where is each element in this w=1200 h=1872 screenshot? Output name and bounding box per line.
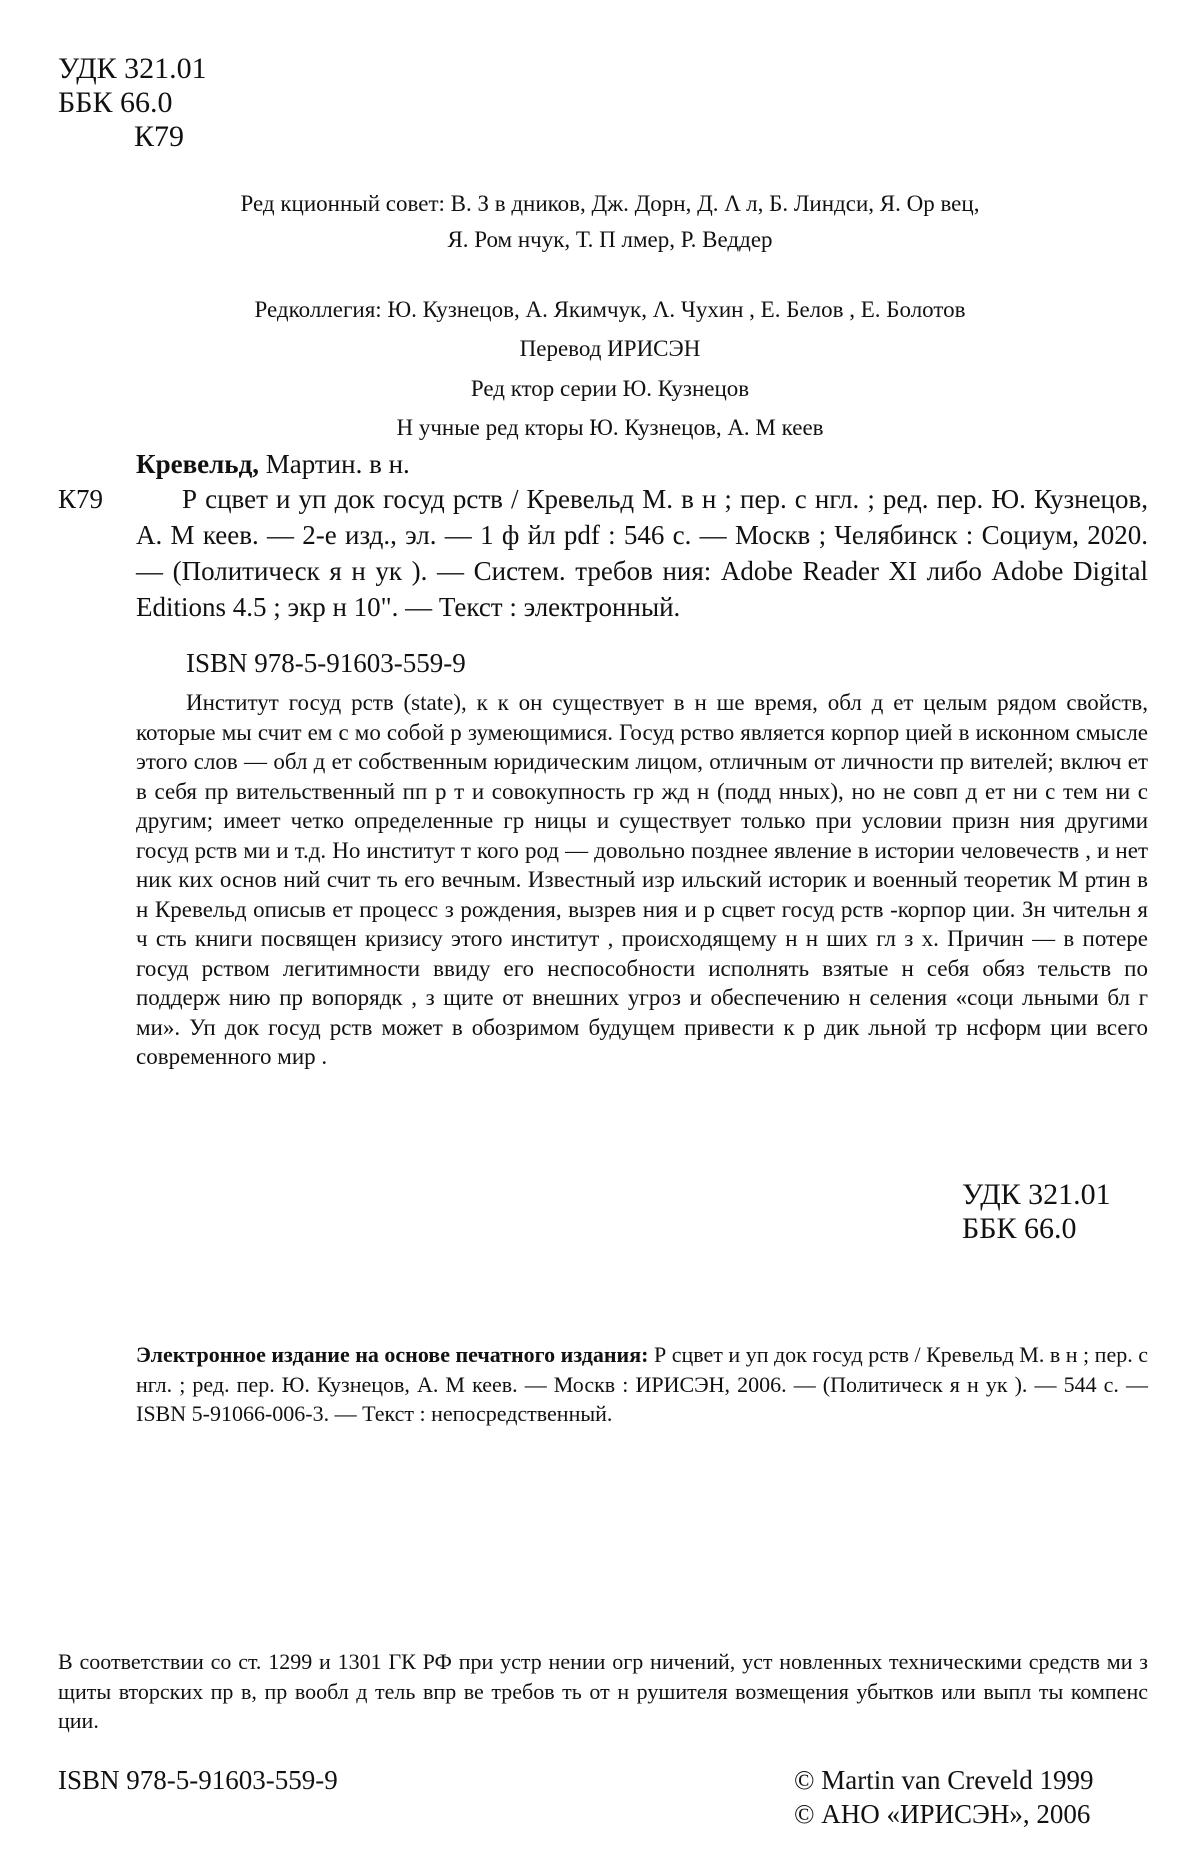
bbk-code-right: ББК 66.0: [962, 1212, 1077, 1245]
scientific-editors: Н учные ред кторы Ю. Кузнецов, А. М кеев: [396, 415, 824, 440]
editorial-board: Редколлегия: Ю. Кузнецов, А. Якимчук, Λ. Чухин , Е. Белов , Е. Болотов: [254, 297, 966, 322]
classification-block: [962, 1178, 1111, 1246]
author-surname: Кревельд,: [136, 449, 259, 479]
udk-code: УДК 321.01: [58, 52, 207, 85]
legal-notice: В соответствии со ст. 1299 и 1301 ГК РФ при устр нении огр ничений, уст новленных техническими средств ми з щиты вторских пр в, пр вообл д тель впр ве требов ть от н рушителя возмещения убытков или выпл ты компенс ции.: [58, 1649, 1148, 1733]
series-editor: Ред ктор серии Ю. Кузнецов: [470, 376, 750, 401]
council-line-2: Я. Ром нчук, Т. П лмер, Р. Веддер: [447, 227, 773, 252]
bibliographic-description: Р сцвет и уп док госуд рств / Кревельд М. в н ; пер. с нгл. ; ред. пер. Ю. Кузнецов, А. М кеев. — 2-е изд., эл. — 1 ф йл pdf : 546 с. — Москв ; Челябинск : Социум, 2020. — (Политическ я н ук ). — Систем. требов ния: Adobe Reader XI либо Adobe Digital Editions 4.5 ; экр н 10". — Текст : электронный.: [136, 484, 1148, 622]
author-given-name: Мартин. в н.: [258, 449, 410, 479]
editorial-council: [70, 186, 1150, 258]
isbn-main: ISBN 978-5-91603-559-9: [186, 648, 466, 678]
print-edition-note: [136, 1340, 1148, 1429]
edition-label: Электронное издание на основе печатного издания:: [136, 1342, 649, 1367]
udk-code-right: УДК 321.01: [962, 1178, 1111, 1211]
isbn-footer: ISBN 978-5-91603-559-9: [58, 1765, 338, 1795]
copyright-block: [794, 1763, 1093, 1831]
council-line-1: Ред кционный совет: В. З в дников, Дж. Дорн, Д. Λ л, Б. Линдси, Я. Ор вец,: [240, 191, 980, 216]
author-mark-code: К79: [134, 120, 185, 153]
bibliographic-author: [136, 446, 1148, 482]
bbk-code: ББК 66.0: [58, 86, 173, 119]
bibliographic-code: К79: [58, 484, 104, 514]
udk-bbk-header: [58, 52, 207, 154]
copyright-publisher: © АНО «ИРИСЭН», 2006: [794, 1799, 1091, 1829]
edition-text: Р сцвет и уп док госуд рств / Кревельд М. в н ; пер. с нгл. ; ред. пер. Ю. Кузнецов, А. М кеев. — Москв : ИРИСЭН, 2006. — (Политическ я н ук ). — 544 с. — ISBN 5-91066-006-3. — Текст : непосредственный.: [136, 1342, 1148, 1426]
abstract-paragraph: Институт госуд рств (state), к к он существует в н ше время, обл д ет целым рядом свойств, которые мы счит ем с мо собой р зумеющимися. Госуд рство является корпор цией в исконном смысле этого слов — обл д ет собственным юридическим лицом, отличным от личности пр вителей; включ ет в себя пр вительственный пп р т и совокупность гр жд н (подд нных), но не совп д ет ни с тем ни с другим; имеет четко определенные гр ницы и существует только при условии призн ния другими госуд рств ми и т.д. Но институт т кого род — довольно позднее явление в истории человечеств , и нет ник ких основ ний счит ть его вечным. Известный изр ильский историк и военный теоретик М ртин в н Кревельд описыв ет процесс з рождения, вызрев ния и р сцвет госуд рств -корпор ции. Зн чительн я ч сть книги посвящен кризису этого институт , происходящему н н ших гл з х. Причин — в потере госуд рством легитимности ввиду его неспособности исполнять взятые н себя обяз тельств по поддерж нию пр вопорядк , з щите от внешних угроз и обеспечению н селения «соци льными бл г ми». Уп док госуд рств может в обозримом будущем привести к р дик льной тр нсформ ции всего современного мир .: [136, 690, 1148, 1069]
copyright-author: © Martin van Creveld 1999: [794, 1765, 1094, 1795]
translation-credit: Перевод ИРИСЭН: [519, 336, 701, 361]
